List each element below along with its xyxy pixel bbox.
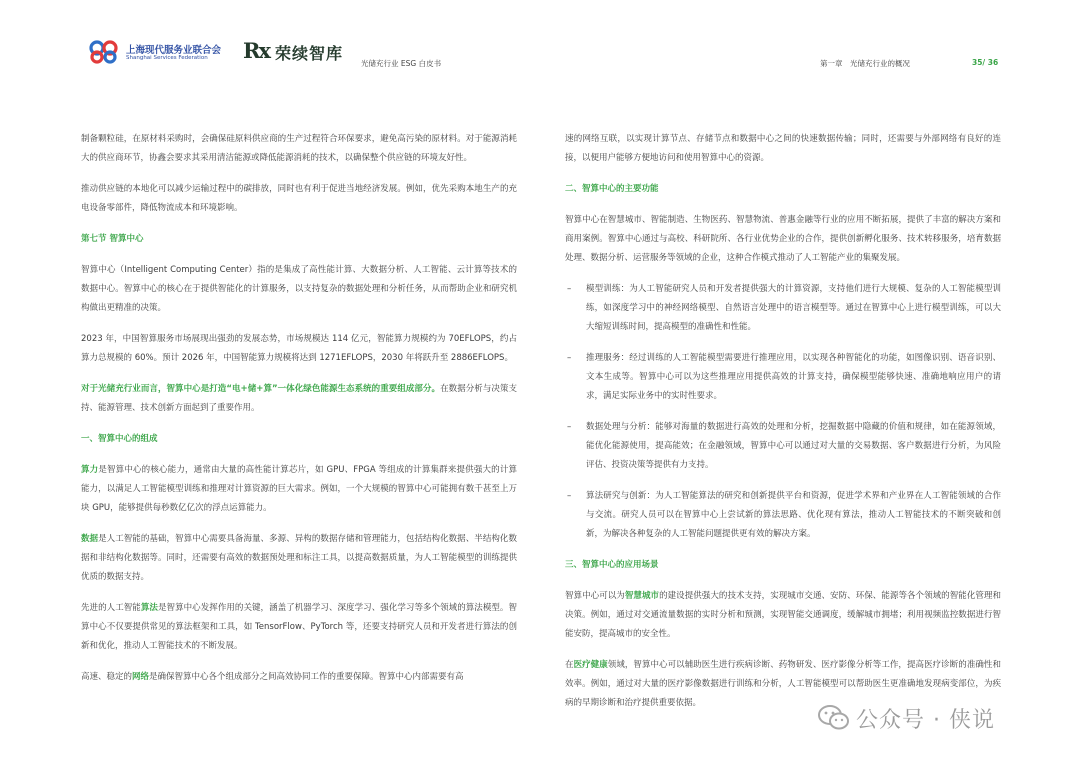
right-column [565, 130, 1001, 725]
bullet-dash: – [567, 491, 572, 501]
chapter-title: 第一章 光储充行业的概况 [820, 59, 910, 68]
paragraph [565, 587, 1001, 644]
text: 在数据分析与决策支持、能源管理、技术创新方面起到了重要作用。 [81, 384, 517, 413]
text: 是确保智算中心各个组成部分之间高效协同工作的重要保障。智算中心内部需要有高 [149, 672, 464, 682]
text: 先进的人工智能 [81, 603, 141, 613]
text: 智算中心可以为 [565, 591, 625, 601]
keyword: 网络 [132, 672, 150, 682]
paragraph [81, 668, 517, 687]
paragraph [81, 599, 517, 656]
bullet-dash: – [567, 422, 572, 432]
list-item [565, 418, 1001, 475]
paragraph: 智算中心（Intelligent Computing Center）指的是集成了高性能计算、大数据分析、人工智能、云计算等技术的数据中心。智算中心的核心在于提供智能化的计算服务，以支持复杂的数据处理和分析任务，从而帮助企业和研究机构做出更精准的决策。 [81, 265, 517, 313]
section-title: 第七节 智算中心 [81, 234, 144, 244]
paragraph: 制备颗粒硅，在原材料采购时，会确保硅原料供应商的生产过程符合环保要求，避免高污染的原材料。对于能源消耗大的供应商环节，协鑫会要求其采用清洁能源或降低能源消耗的技术，以确保整个供应链的环境友好性。 [81, 134, 517, 163]
bullet-dash: – [567, 353, 572, 363]
paragraph [81, 530, 517, 587]
paragraph: 2023 年，中国智算服务市场展现出强劲的发展态势，市场规模达 114 亿元，智能算力规模约为 70EFLOPS，约占算力总规模的 60%。预计 2026 年，中国智能算力规模将达到 1271EFLOPS，2030 年将跃升至 2886EFLOPS。 [81, 334, 517, 363]
text: 是人工智能的基础，智算中心需要具备海量、多源、异构的数据存储和管理能力，包括结构化数据、半结构化数据和非结构化数据等。同时，还需要有高效的数据预处理和标注工具，以提高数据质量，为人工智能模型的训练提供优质的数据支持。 [81, 534, 517, 582]
function-list [565, 280, 1001, 544]
keyword: 算力 [81, 465, 99, 475]
bullet-dash: – [567, 284, 572, 294]
paragraph: 智算中心在智慧城市、智能制造、生物医药、智慧物流、普惠金融等行业的应用不断拓展，提供了丰富的解决方案和商用案例。智算中心通过与高校、科研院所、各行业优势企业的合作，提供创新孵化服务、技术转移服务，培育数据处理、数据分析、运营服务等领域的企业，这种合作模式推动了人工智能产业的集聚发展。 [565, 215, 1001, 263]
list-item [565, 280, 1001, 337]
subsection-title: 一、智算中心的组成 [81, 434, 158, 444]
list-item-text: 推理服务：经过训练的人工智能模型需要进行推理应用，以实现各种智能化的功能，如图像识别、语音识别、文本生成等。智算中心可以为这些推理应用提供高效的计算支持，确保模型能够快速、准确地响应用户的请求，满足实际业务中的实时性要求。 [586, 353, 1001, 401]
watermark-text: 公众号 · 侠说 [856, 708, 995, 733]
federation-name-cn: 上海现代服务业联合会 [126, 45, 222, 56]
keyword: 智慧城市 [624, 591, 660, 601]
subsection-title: 三、智算中心的应用场景 [565, 560, 659, 570]
list-item [565, 349, 1001, 406]
left-column [81, 130, 517, 699]
shanghai-services-federation-logo [88, 40, 238, 66]
list-item-text: 模型训练：为人工智能研究人员和开发者提供强大的计算资源，支持他们进行大规模、复杂的人工智能模型训练，如深度学习中的神经网络模型、自然语言处理中的语言模型等。通过在智算中心上进行模型训练，可以大大缩短训练时间，提高模型的准确性和性能。 [586, 284, 1001, 332]
text: 是智算中心的核心能力，通常由大量的高性能计算芯片，如 GPU、FPGA 等组成的计算集群来提供强大的计算能力，以满足人工智能模型训练和推理对计算资源的巨大需求。例如，一个大规模的智算中心可能拥有数千甚至上万块 GPU，能够提供每秒数亿亿次的浮点运算能力。 [81, 465, 517, 513]
federation-name-en: Shanghai Services Federation [126, 55, 208, 61]
paragraph: 推动供应链的本地化可以减少运输过程中的碳排放，同时也有利于促进当地经济发展。例如，优先采购本地生产的充电设备零部件，降低物流成本和环境影响。 [81, 184, 517, 213]
brand-mark: Rx [243, 38, 269, 63]
text: 的建设提供强大的技术支持，实现城市交通、安防、环保、能源等各个领域的智能化管理和决策。例如，通过对交通流量数据的实时分析和预测，实现智能交通调度，缓解城市拥堵；利用视频监控数据进行智能安防，提高城市的安全性。 [565, 591, 1001, 639]
federation-emblem-icon [88, 40, 122, 64]
text: 在 [565, 660, 574, 670]
keyword: 算法 [140, 603, 158, 613]
list-item-text: 数据处理与分析：能够对海量的数据进行高效的处理和分析，挖掘数据中隐藏的价值和规律，如在能源领域，能优化能源使用，提高能效；在金融领域，智算中心可以通过对大量的交易数据、客户数据进行分析，为风险评估、投资决策等提供有力支持。 [586, 422, 1001, 470]
page-number: 35/ 36 [972, 58, 999, 67]
subsection-title: 二、智算中心的主要功能 [565, 184, 659, 194]
brand-name: 荣续智库 [275, 44, 344, 63]
text: 高速、稳定的 [81, 672, 133, 682]
wechat-icon [818, 704, 850, 732]
text: 是智算中心发挥作用的关键，涵盖了机器学习、深度学习、强化学习等多个领域的算法模型。智算中心不仅要提供常见的算法框架和工具，如 TensorFlow、PyTorch 等，还要支持研究人员和开发者进行算法的创新和优化，推动人工智能技术的不断发展。 [81, 603, 517, 651]
document-title: 光储充行业 ESG 白皮书 [361, 59, 442, 68]
paragraph [81, 461, 517, 518]
paragraph: 速的网络互联，以实现计算节点、存储节点和数据中心之间的快速数据传输；同时，还需要与外部网络有良好的连接，以便用户能够方便地访问和使用智算中心的资源。 [565, 134, 1001, 163]
text: 领域，智算中心可以辅助医生进行疾病诊断、药物研发、医疗影像分析等工作，提高医疗诊断的准确性和效率。例如，通过对大量的医疗影像数据进行训练和分析，人工智能模型可以帮助医生更准确地发现病变部位，为疾病的早期诊断和治疗提供重要依据。 [565, 660, 1001, 708]
list-item [565, 487, 1001, 544]
keyword: 医疗健康 [573, 660, 608, 670]
list-item-text: 算法研究与创新：为人工智能算法的研究和创新提供平台和资源，促进学术界和产业界在人工智能领域的合作与交流。研究人员可以在智算中心上尝试新的算法思路、优化现有算法，推动人工智能技术的不断突破和创新，为解决各种复杂的人工智能问题提供更有效的解决方案。 [586, 491, 1001, 539]
page-header [0, 0, 1080, 80]
paragraph [81, 380, 517, 418]
keyword: 数据 [81, 534, 99, 544]
highlight-text: 对于光储充行业而言，智算中心是打造“电+储+算”一体化绿色能源生态系统的重要组成部分。 [81, 384, 441, 394]
